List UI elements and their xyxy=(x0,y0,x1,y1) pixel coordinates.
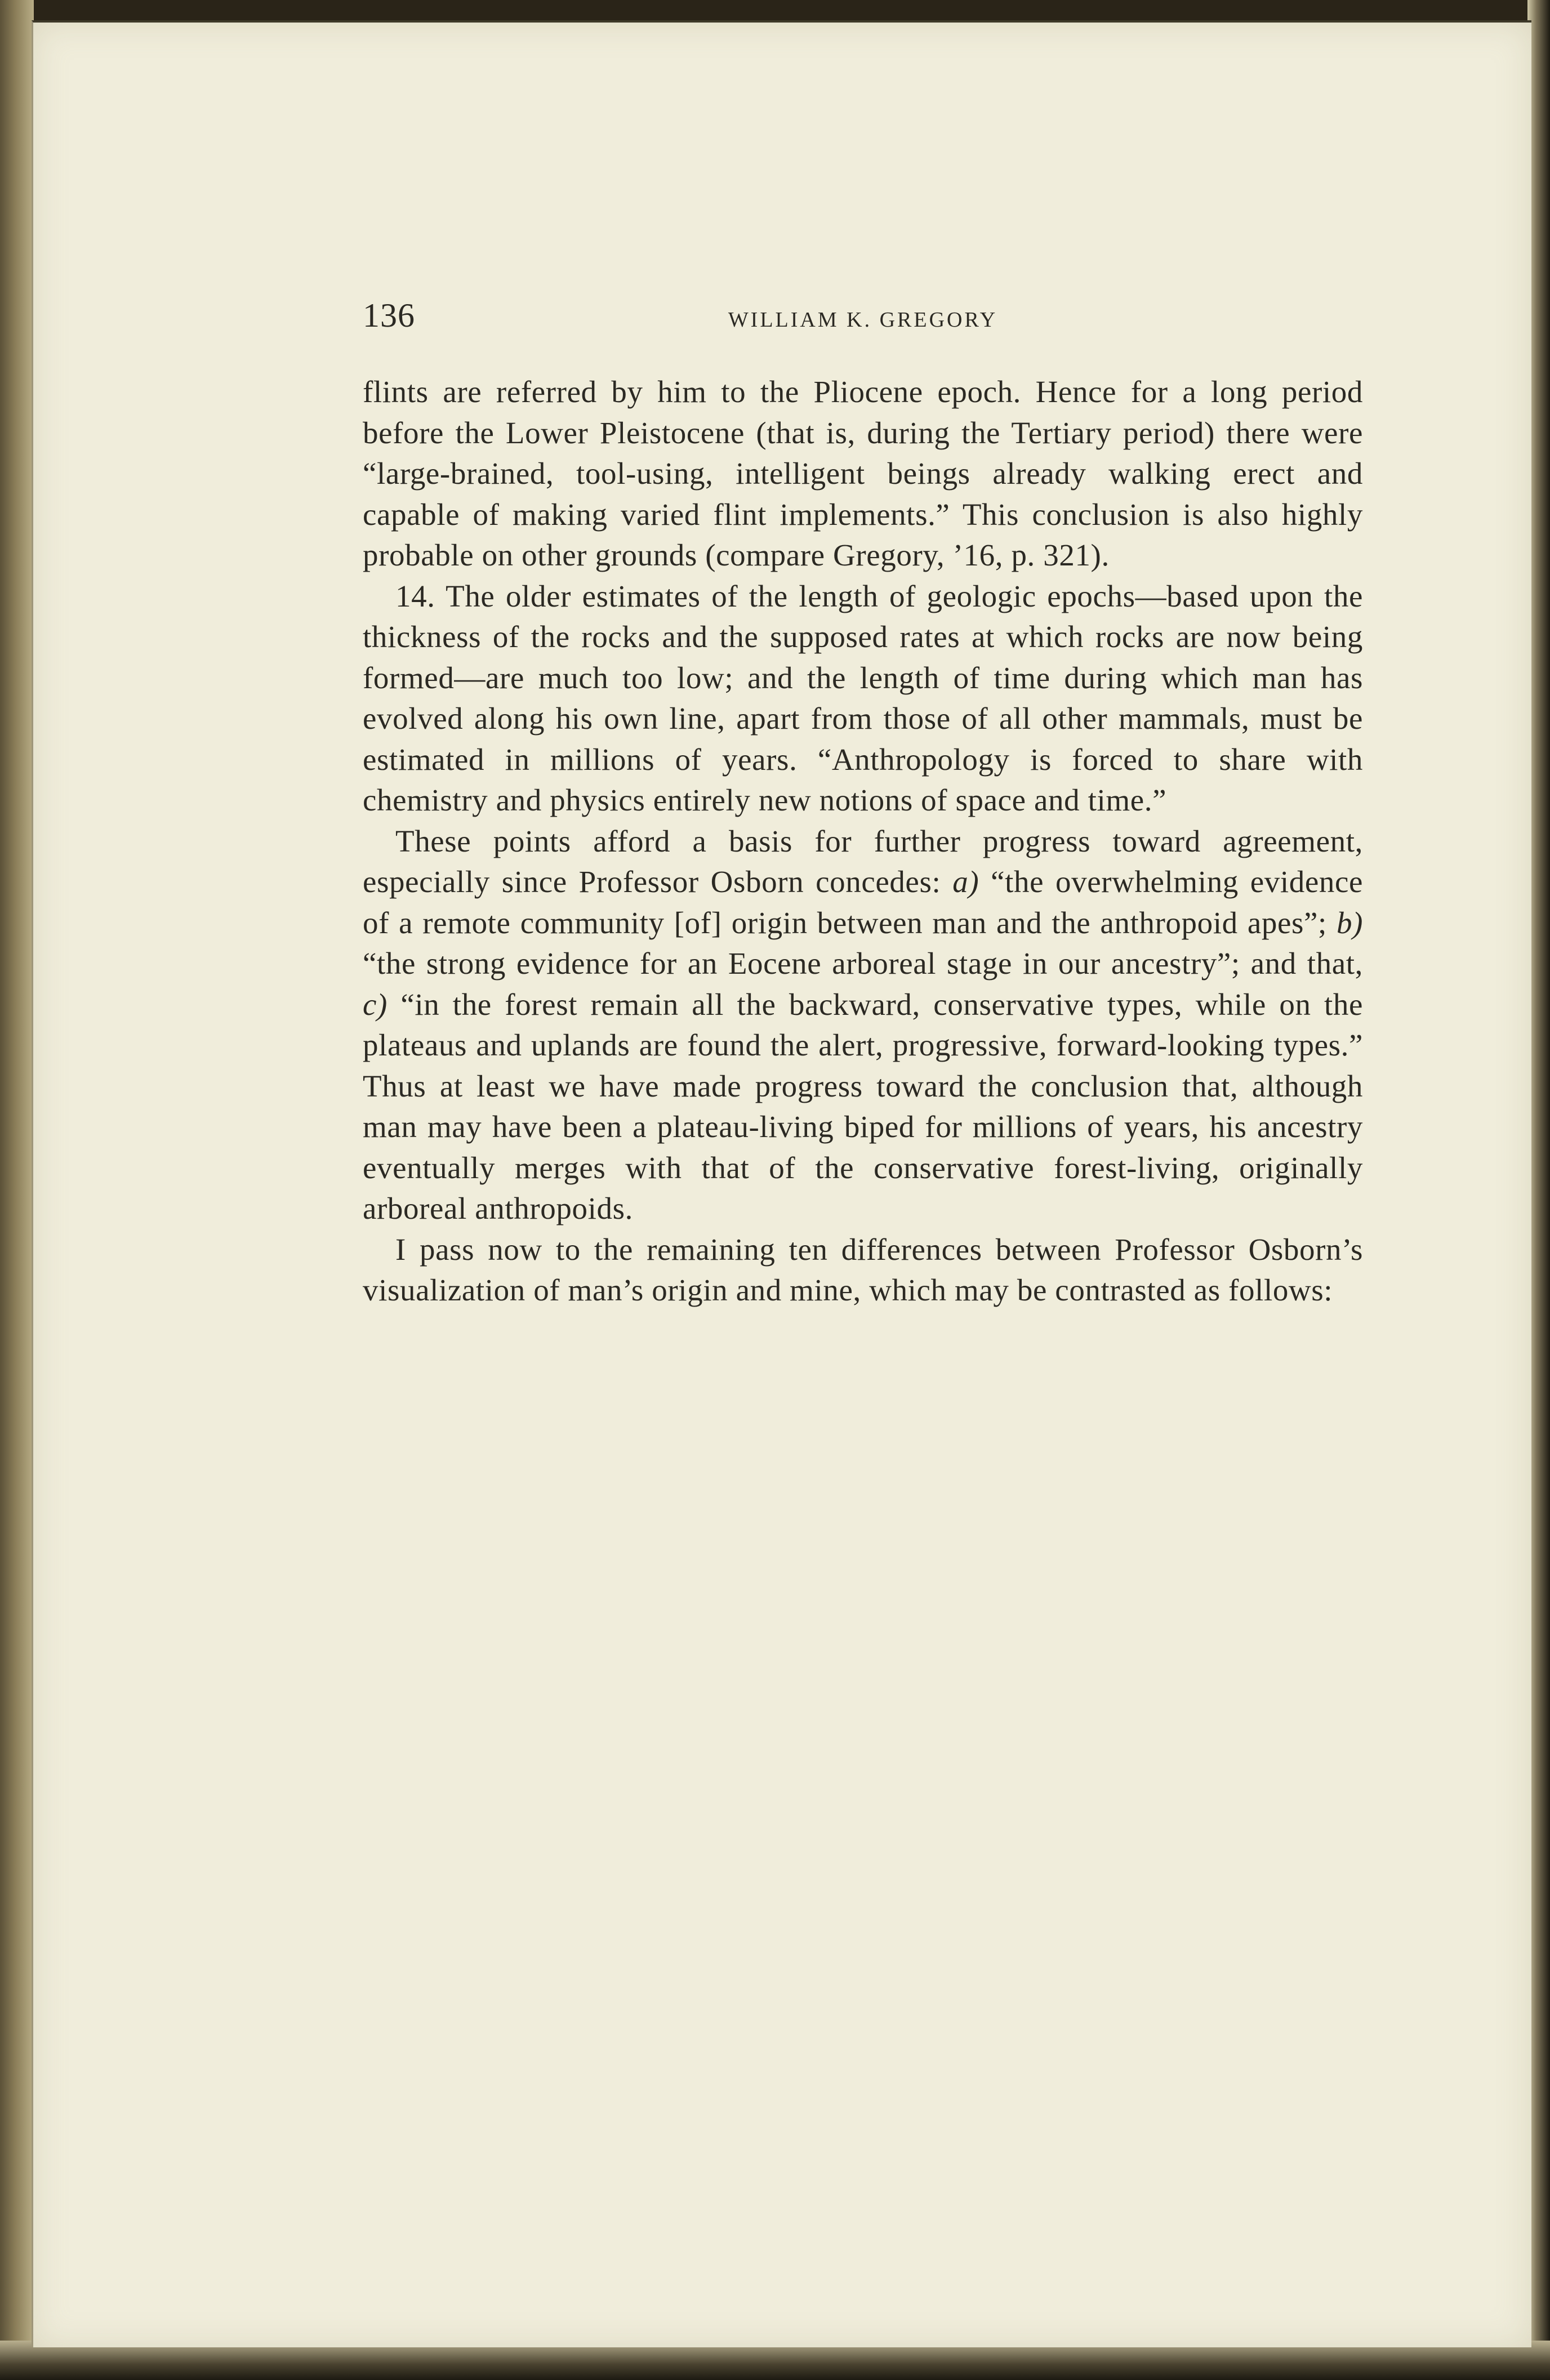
item-label-c: c) xyxy=(363,987,387,1022)
body-text xyxy=(363,372,1363,1311)
paragraph-continued: flints are referred by him to the Pliocene epoch. Hence for a long period before the Lower Pleistocene (that is, during the Tertiary period) there were “large-brained, tool-using, intelligent beings already walking erect and capable of making varied flint implements.” This conclusion is also highly probable on other grounds (compare Gregory, ’16, p. 321). xyxy=(363,375,1363,572)
item-label-b: b) xyxy=(1336,905,1363,940)
paragraph-differences: I pass now to the remaining ten differences between Professor Osborn’s visualization of man’s origin and mine, which may be contrasted as follows: xyxy=(363,1232,1363,1307)
paragraph-points xyxy=(363,821,1363,1229)
paragraph-points-text-1: These points afford a basis for further progress toward agreement, especially since Professor Osborn concedes: xyxy=(363,823,1363,899)
paragraph-points-text-2: “the overwhelming evidence of a remote community [of] origin between man and the anthropoid apes”; xyxy=(363,864,1363,940)
paragraph-14: 14. The older estimates of the length of geologic epochs—based upon the thickness of the rocks and the supposed rates at which rocks are now being formed—are much too low; and the length of time during which man has evolved along his own line, apart from those of all other mammals, must be estimated in millions of years. “Anthropology is forced to share with chemistry and physics entirely new notions of space and time.” xyxy=(363,578,1363,817)
paragraph-points-text-4: “in the forest remain all the backward, conservative types, while on the plateaus and uplands are found the alert, progressive, forward-looking types.” Thus at least we have made progress toward the conclusion that, although man may have been a plateau-living biped for millions of years, his ancestry eventually merges with that of the conservative forest-living, originally arboreal anthropoids. xyxy=(363,987,1363,1225)
item-label-a: a) xyxy=(952,864,979,899)
scan-left-edge xyxy=(0,0,34,2380)
page-header xyxy=(363,293,1363,349)
paragraph-points-text-3: “the strong evidence for an Eocene arboreal stage in our ancestry”; and that, xyxy=(363,946,1363,980)
running-head-author: WILLIAM K. GREGORY xyxy=(728,308,998,332)
page-number: 136 xyxy=(363,297,415,334)
